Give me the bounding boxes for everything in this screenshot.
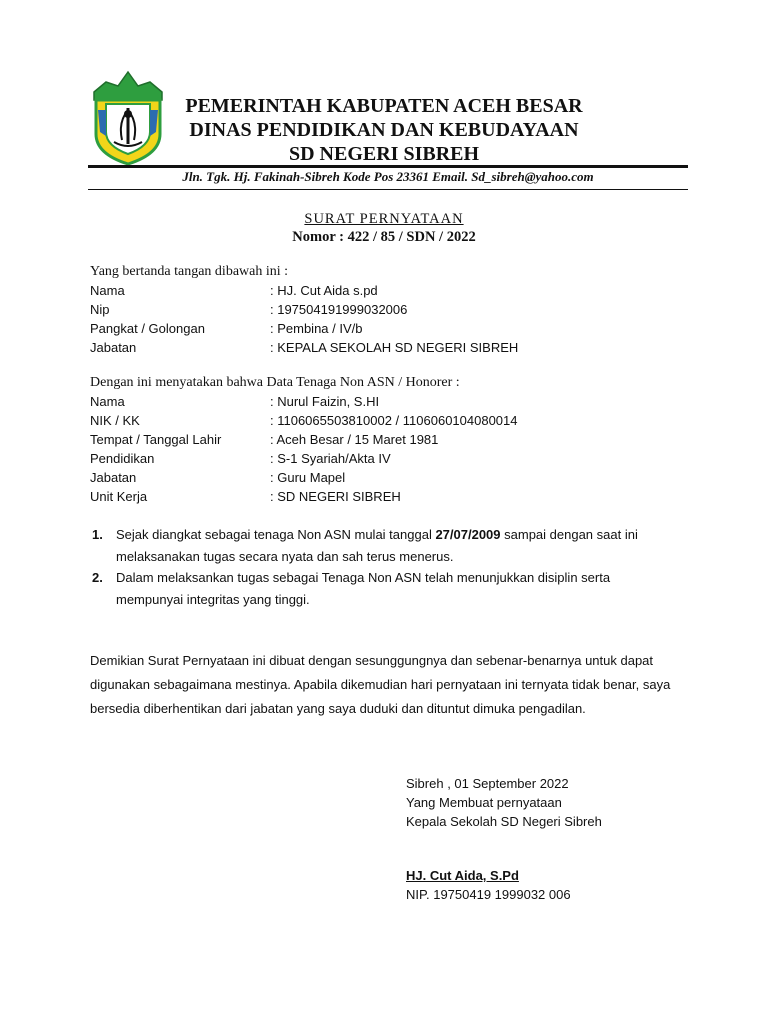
statement-text <box>116 524 676 568</box>
signer-intro: Yang bertanda tangan dibawah ini : <box>90 264 289 279</box>
field-label: Nama <box>90 283 125 298</box>
closing-paragraph: Demikian Surat Pernyataan ini dibuat dengan sesunggungnya dan sebenar-benarnya untuk dapat digunakan sebagaimana mestinya. Apabila dikemudian hari pernyataan ini ternyata tidak benar, saya bersedia diberhentikan dari jabatan yang saya duduki dan dituntut dimuka pengadilan. <box>90 653 671 716</box>
letterhead-address: Jln. Tgk. Hj. Fakinah-Sibreh Kode Pos 23361 Email. Sd_sibreh@yahoo.com <box>182 169 594 184</box>
document-number: Nomor : 422 / 85 / SDN / 2022 <box>292 229 476 245</box>
statement-text: Dalam melaksankan tugas sebagai Tenaga Non ASN telah menunjukkan disiplin serta mempunyai integritas yang tinggi. <box>116 570 611 607</box>
letterhead-school: SD NEGERI SIBREH <box>288 143 480 165</box>
signature-title-line: Kepala Sekolah SD Negeri Sibreh <box>406 814 602 829</box>
signatory-name: HJ. Cut Aida, S.Pd <box>406 868 519 883</box>
field-value: : Pembina / IV/b <box>270 321 363 336</box>
signer-row-rank <box>90 319 690 338</box>
field-label: NIK / KK <box>90 413 140 428</box>
field-label: Pangkat / Golongan <box>90 321 205 336</box>
subject-row-position <box>90 468 690 487</box>
field-label: Pendidikan <box>90 451 155 466</box>
subject-row-nik <box>90 411 690 430</box>
statement-text-start: Sejak diangkat sebagai tenaga Non ASN mulai tanggal <box>116 527 436 542</box>
signature-place-date: Sibreh , 01 September 2022 <box>406 776 569 791</box>
field-value: : KEPALA SEKOLAH SD NEGERI SIBREH <box>270 340 519 355</box>
subject-intro: Dengan ini menyatakan bahwa Data Tenaga Non ASN / Honorer : <box>90 375 460 390</box>
field-value: : Nurul Faizin, S.HI <box>270 394 380 409</box>
field-value: : 1106065503810002 / 1106060104080014 <box>270 413 518 428</box>
subject-row-birth <box>90 430 690 449</box>
field-label: Jabatan <box>90 470 137 485</box>
letterhead-rule-thin <box>88 189 688 190</box>
field-value: : 197504191999032006 <box>270 302 408 317</box>
field-label: Unit Kerja <box>90 489 148 504</box>
document-title: SURAT PERNYATAAN <box>304 211 464 227</box>
letterhead-department: DINAS PENDIDIKAN DAN KEBUDAYAAN <box>189 119 579 141</box>
field-label: Jabatan <box>90 340 137 355</box>
field-value: : Aceh Besar / 15 Maret 1981 <box>270 432 439 447</box>
field-value: : HJ. Cut Aida s.pd <box>270 283 378 298</box>
statement-number: 1. <box>92 527 103 542</box>
statement-text-end: sampai dengan saat ini melaksanakan tugas secara nyata dan sah terus menerus. <box>116 527 638 564</box>
field-label: Nip <box>90 302 110 317</box>
signature-role-line: Yang Membuat pernyataan <box>406 795 562 810</box>
field-label: Nama <box>90 394 125 409</box>
subject-row-name <box>90 392 690 411</box>
statement-number: 2. <box>92 570 103 585</box>
field-value: : S-1 Syariah/Akta IV <box>270 451 391 466</box>
field-value: : SD NEGERI SIBREH <box>270 489 401 504</box>
statement-date: 27/07/2009 <box>435 527 501 542</box>
signer-row-nip <box>90 300 690 319</box>
signer-row-name <box>90 281 690 300</box>
signer-row-position <box>90 338 690 357</box>
subject-row-education <box>90 449 690 468</box>
letterhead-government: PEMERINTAH KABUPATEN ACEH BESAR <box>185 95 583 117</box>
field-label: Tempat / Tanggal Lahir <box>90 432 222 447</box>
signatory-nip: NIP. 19750419 1999032 006 <box>406 887 571 902</box>
field-value: : Guru Mapel <box>270 470 346 485</box>
subject-row-unit <box>90 487 690 506</box>
